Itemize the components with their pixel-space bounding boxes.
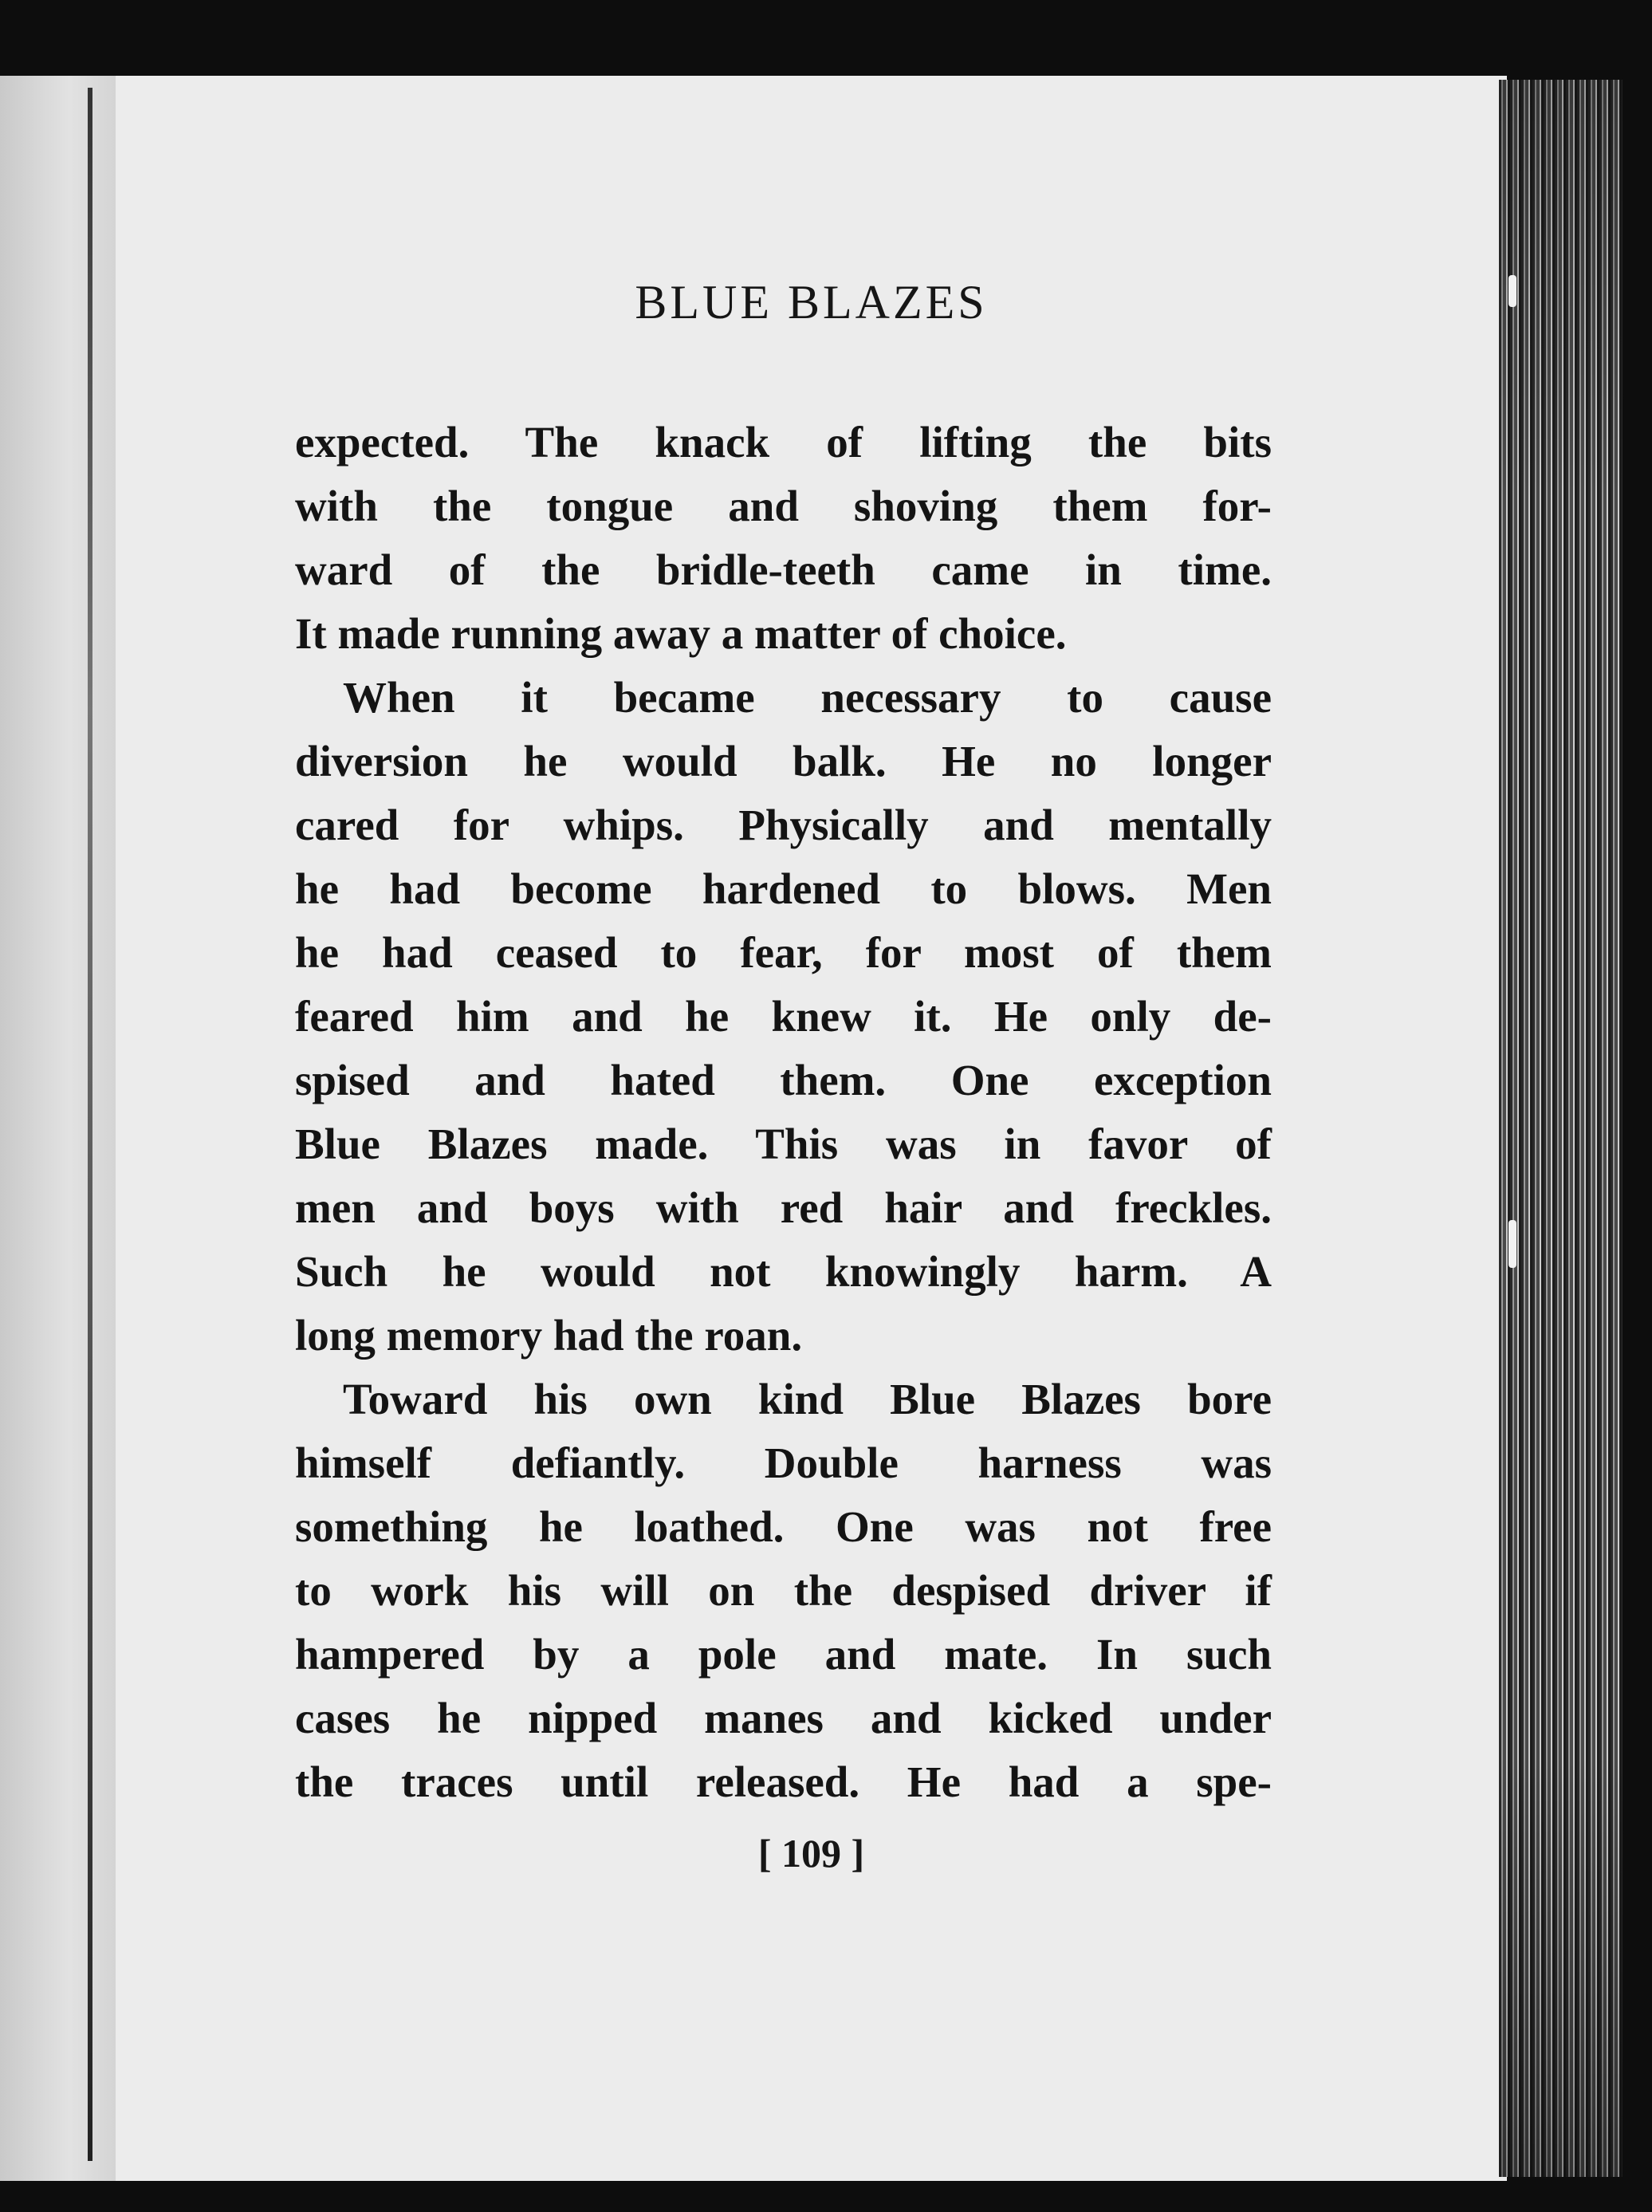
text-line: Toward his own kind Blue Blazes bore: [343, 1375, 1272, 1423]
text-line: spised and hated them. One exception: [295, 1056, 1272, 1104]
binding-gutter-line: [88, 88, 92, 2161]
text-line: ward of the bridle-teeth came in time.: [295, 545, 1272, 594]
text-line: Such he would not knowingly harm. A: [295, 1247, 1272, 1296]
edge-highlight: [1508, 1220, 1516, 1268]
facing-page-edge: [0, 76, 116, 2181]
running-head: BLUE BLAZES: [635, 276, 988, 329]
text-line: to work his will on the despised driver if: [295, 1566, 1272, 1615]
text-line: men and boys with red hair and freckles.: [295, 1183, 1272, 1232]
text-line: with the tongue and shoving them for-: [295, 482, 1272, 530]
page-number: [ 109 ]: [757, 1831, 865, 1875]
book-page: [116, 76, 1507, 2181]
text-line: the traces until released. He had a spe-: [295, 1757, 1272, 1806]
text-line: he had become hardened to blows. Men: [295, 864, 1272, 913]
text-line: Blue Blazes made. This was in favor of: [295, 1120, 1272, 1168]
text-line: he had ceased to fear, for most of them: [295, 928, 1272, 977]
body-text: [295, 411, 1272, 1814]
text-line: something he loathed. One was not free: [295, 1502, 1272, 1551]
text-line: hampered by a pole and mate. In such: [295, 1630, 1272, 1679]
book-edge-shadow: [1499, 80, 1622, 2177]
text-line: It made running away a matter of choice.: [295, 609, 1067, 658]
edge-highlight: [1508, 275, 1516, 307]
text-line: long memory had the roan.: [295, 1311, 803, 1360]
text-line: cared for whips. Physically and mentally: [295, 801, 1272, 849]
text-line: diversion he would balk. He no longer: [295, 737, 1272, 785]
text-line: expected. The knack of lifting the bits: [295, 418, 1272, 466]
text-line: cases he nipped manes and kicked under: [295, 1694, 1272, 1742]
text-line: himself defiantly. Double harness was: [295, 1439, 1272, 1487]
text-line: feared him and he knew it. He only de-: [295, 992, 1272, 1041]
text-line: When it became necessary to cause: [343, 673, 1272, 722]
